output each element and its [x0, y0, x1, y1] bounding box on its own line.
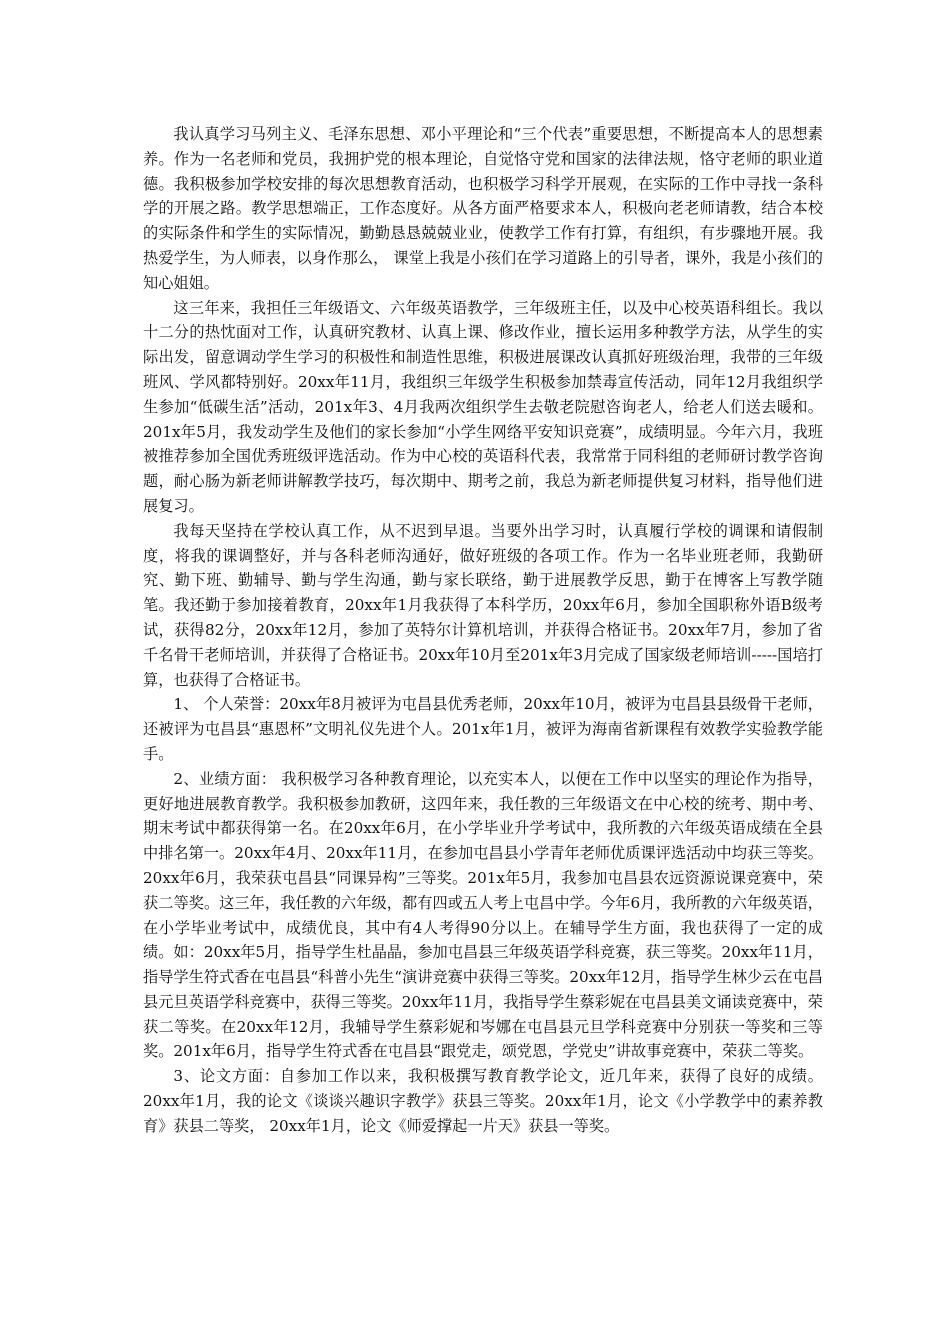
- paragraph-teaching-work: 这三年来，我担任三年级语文、六年级英语教学，三年级班主任，以及中心校英语科组长。我以十二分的热忱面对工作，认真研究教材、认真上课、修改作业，擅长运用多种教学方法，从学生的实际出发，留意调动学生学习的积极性和制造性思维，积极进展课改认真抓好班级治理，我带的三年级班风、学风都特别好。20xx年11月，我组织三年级学生积极参加禁毒宣传活动，同年12月我组织学生参加“低碳生活”活动，201x年3、4月我两次组织学生去敬老院慰咨询老人，给老人们送去暖和。201x年5月，我发动学生及他们的家长参加“小学生网络平安知识竞赛”，成绩明显。今年六月，我班被推荐参加全国优秀班级评选活动。作为中心校的英语科代表，我常常于同科组的老师研讨教学咨询题，耐心肠为新老师讲解教学技巧，每次期中、期考之前，我总为新老师提供复习材料，指导他们进展复习。: [143, 298, 823, 515]
- paragraph-attendance-training: 我每天坚持在学校认真工作，从不迟到早退。当要外出学习时，认真履行学校的调课和请假制度，将我的课调整好，并与各科老师沟通好，做好班级的各项工作。作为一名毕业班老师，我勤研究、勤下班、勤辅导、勤与学生沟通，勤与家长联络，勤于进展教学反思，勤于在博客上写教学随笔。我还勤于参加接着教育，20xx年1月我获得了本科学历，20xx年6月，参加全国职称外语B级考试，获得82分，20xx年12月，参加了英特尔计算机培训，并获得合格证书。20xx年7月，参加了省千名骨干老师培训，并获得了合格证书。20xx年10月至201x年3月完成了国家级老师培训-----国培打算，也获得了合格证书。: [143, 521, 823, 689]
- paragraph-achievements: 2、业绩方面： 我积极学习各种教育理论，以充实本人，以便在工作中以坚实的理论作为指导，更好地进展教育教学。我积极参加教研，这四年来，我任教的三年级语文在中心校的统考、期中考、期末考试中都获得第一名。在20xx年6月，在小学毕业升学考试中，我所教的六年级英语成绩在全县中排名第一。20xx年4月、20xx年11月，在参加屯昌县小学青年老师优质课评选活动中均获三等奖。20xx年6月，我荣获屯昌县“同课异构”三等奖。201x年5月，我参加屯昌县农远资源说课竞赛中，荣获二等奖。这三年，我任教的六年级，都有四或五人考上屯昌中学。今年6月，我所教的六年级英语，在小学毕业考试中，成绩优良，其中有4人考得90分以上。在辅导学生方面，我也获得了一定的成绩。如：20xx年5月，指导学生杜晶晶，参加屯昌县三年级英语学科竞赛，获三等奖。20xx年11月，指导学生符式香在屯昌县“科普小先生“演讲竞赛中获得三等奖。20xx年12月，指导学生林少云在屯昌县元旦英语学科竞赛中，获得三等奖。20xx年11月，我指导学生蔡彩妮在屯昌县美文诵读竞赛中，荣获二等奖。在20xx年12月，我辅导学生蔡彩妮和岑娜在屯昌县元旦学科竞赛中分别获一等奖和三等奖。201x年6月，指导学生符式香在屯昌县“跟党走，颂党恩，学党史”讲故事竞赛中，荣获二等奖。: [143, 769, 823, 1061]
- paragraph-political-study: 我认真学习马列主义、毛泽东思想、邓小平理论和“三个代表”重要思想，不断提高本人的思想素养。作为一名老师和党员，我拥护党的根本理论，自觉恪守党和国家的法律法规，恪守老师的职业道德。我积极参加学校安排的每次思想教育活动，也积极学习科学开展观，在实际的工作中寻找一条科学的开展之路。教学思想端正，工作态度好。从各方面严格要求本人，积极向老老师请教，结合本校的实际条件和学生的实际情况，勤勤恳恳兢兢业业，使教学工作有打算，有组织，有步骤地开展。我热爱学生，为人师表，以身作那么， 课堂上我是小孩们在学习道路上的引导者，课外，我是小孩们的知心姐姐。: [143, 125, 823, 292]
- document-body: [143, 122, 823, 1139]
- paragraph-papers: 3、论文方面：自参加工作以来，我积极撰写教育教学论文，近几年来，获得了良好的成绩。20xx年1月，我的论文《谈谈兴趣识字教学》获县三等奖。20xx年1月，论文《小学教学中的素养教育》获县二等奖， 20xx年1月，论文《师爱撑起一片天》获县一等奖。: [143, 1067, 823, 1135]
- paragraph-personal-honors: 1、 个人荣誉：20xx年8月被评为屯昌县优秀老师，20xx年10月，被评为屯昌县县级骨干老师，还被评为屯昌县“惠恩杯”文明礼仪先进个人。201x年1月，被评为海南省新课程有效教学实验教学能手。: [143, 695, 823, 763]
